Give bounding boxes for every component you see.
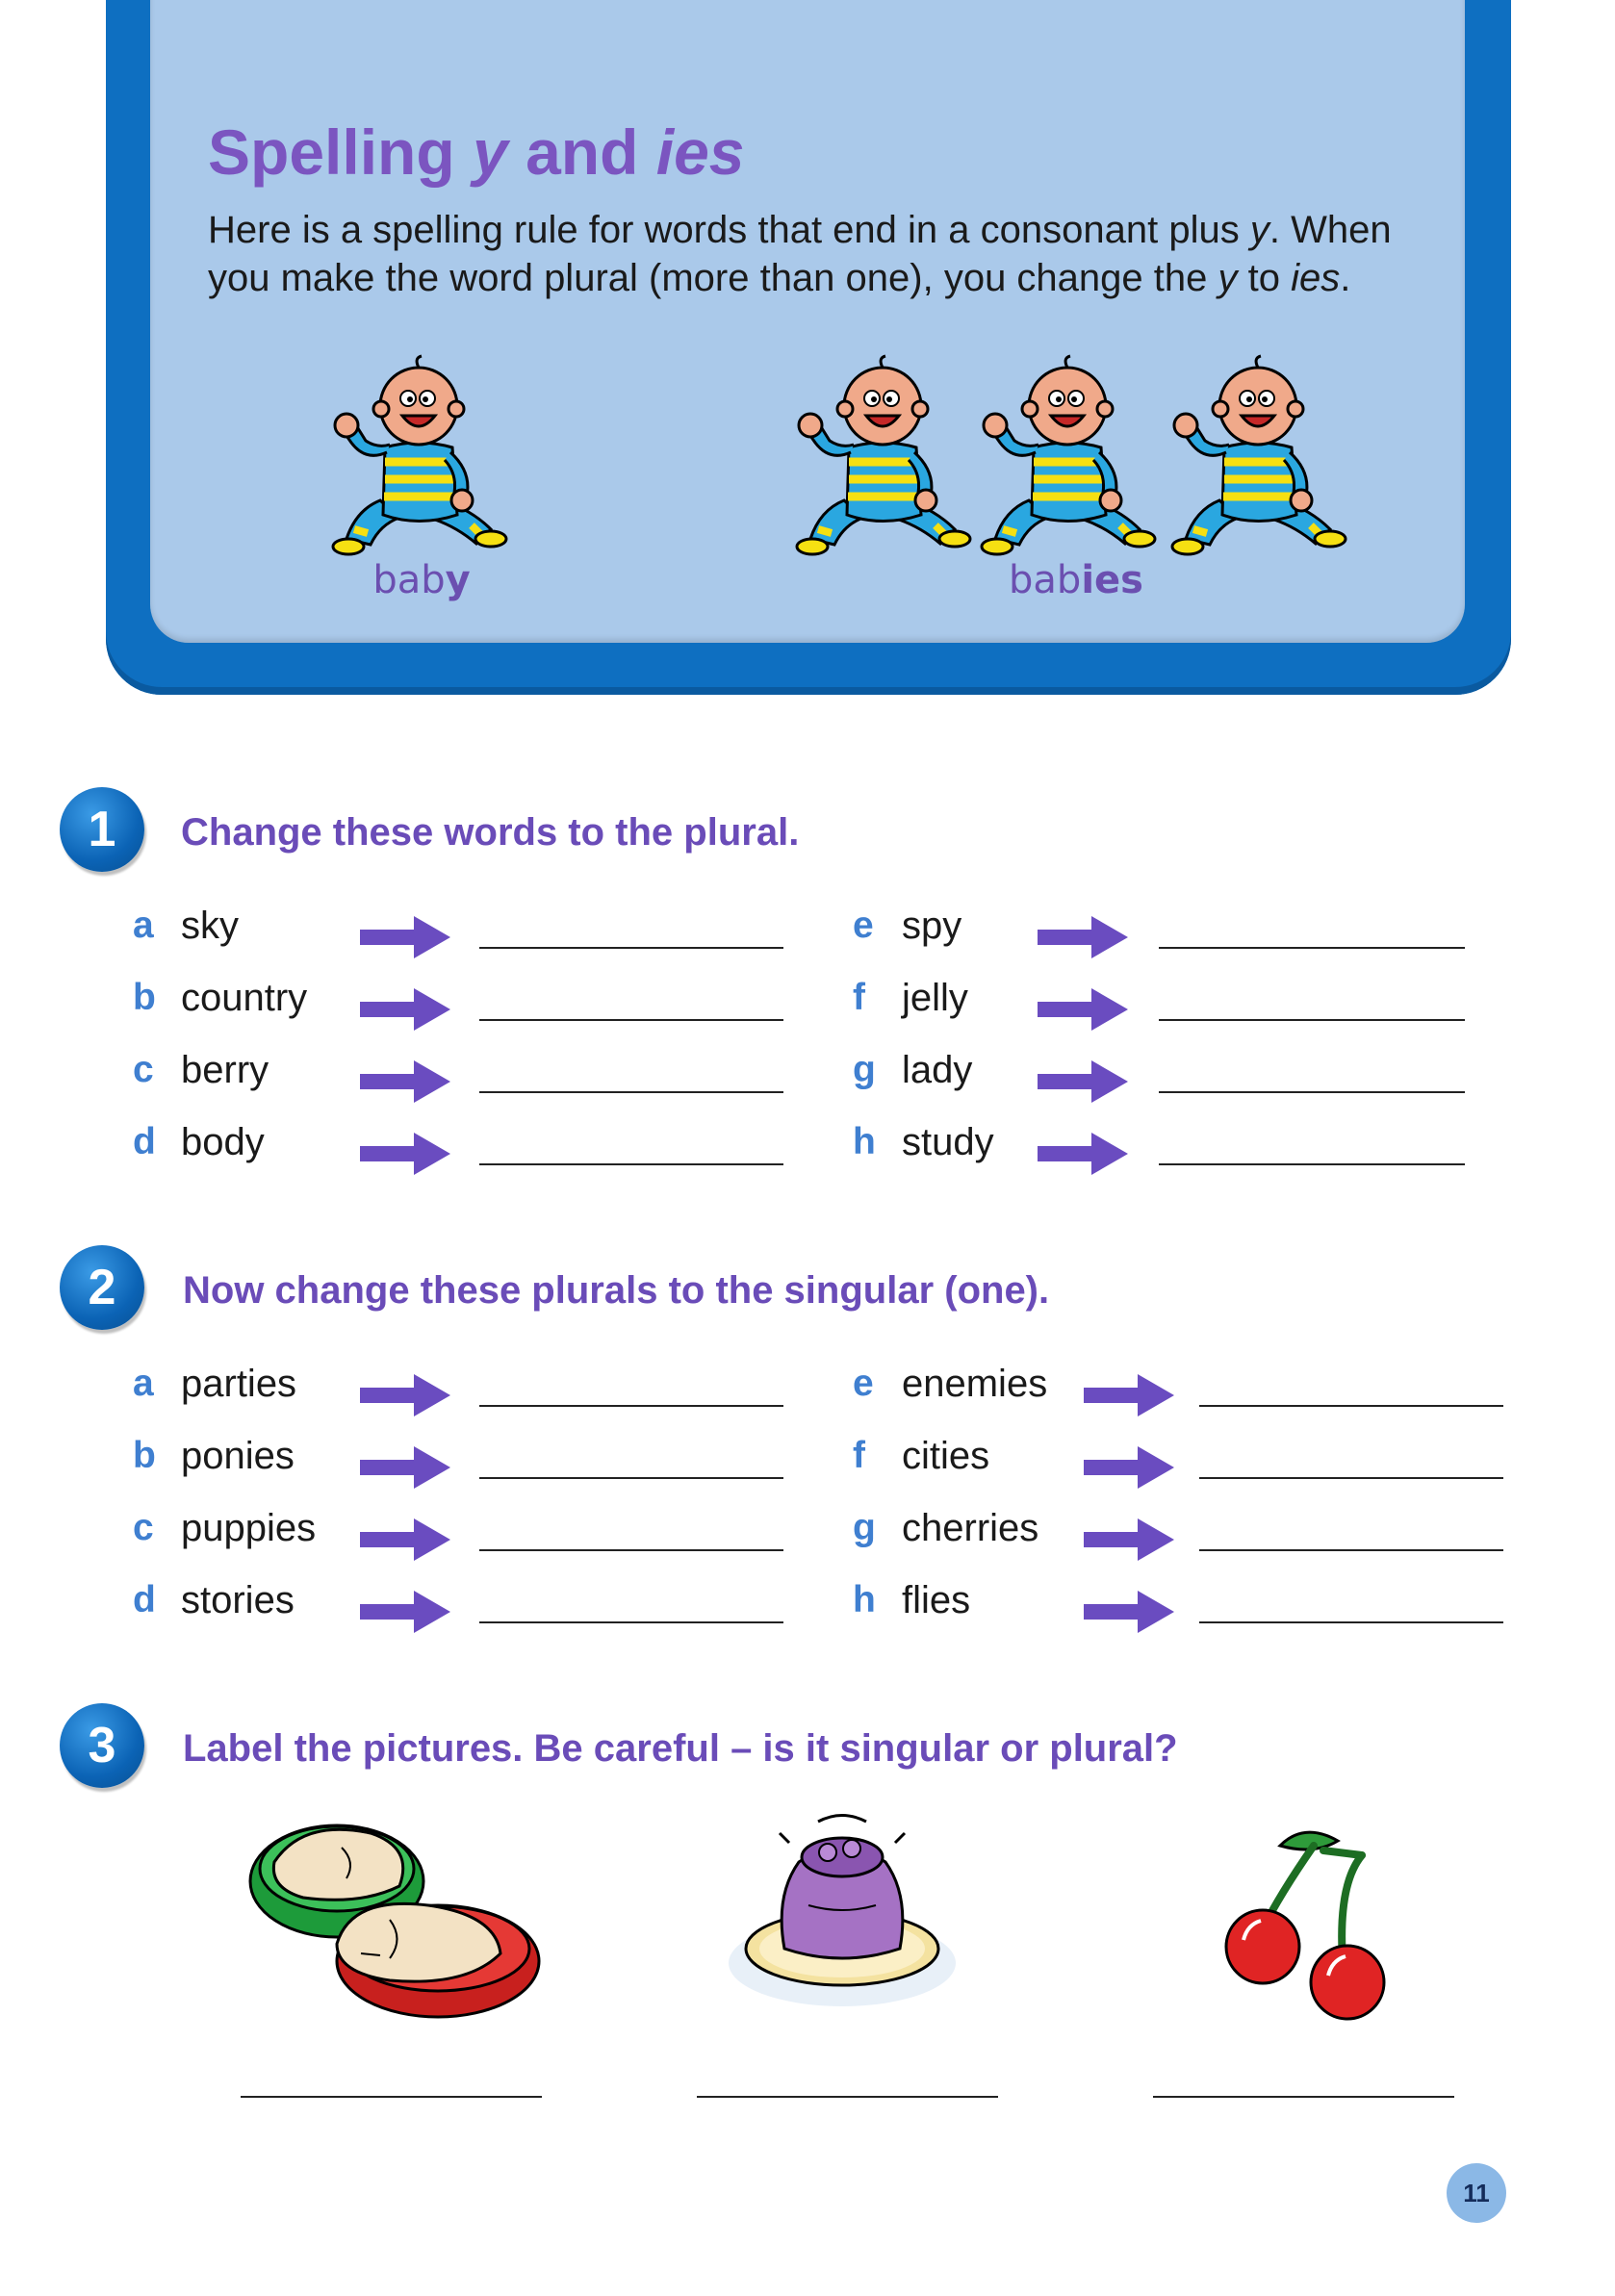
baby-illustration xyxy=(1166,351,1349,563)
arrow-icon xyxy=(1038,916,1128,958)
item-letter: c xyxy=(133,1049,154,1090)
caption-babies: babies xyxy=(1009,558,1143,602)
item-word: cherries xyxy=(902,1507,1039,1549)
puppies-picture xyxy=(245,1809,544,2021)
answer-line[interactable] xyxy=(479,947,783,949)
exercise-3-number: 3 xyxy=(60,1703,144,1788)
item-word: puppies xyxy=(181,1507,317,1549)
item-word: enemies xyxy=(902,1363,1048,1405)
jelly-picture xyxy=(722,1804,962,2016)
item-letter: b xyxy=(133,977,156,1018)
caption-baby: baby xyxy=(372,558,471,602)
item-word: flies xyxy=(902,1579,971,1621)
item-letter: f xyxy=(853,1435,865,1476)
answer-line[interactable] xyxy=(479,1163,783,1165)
item-letter: c xyxy=(133,1507,154,1548)
item-word: stories xyxy=(181,1579,295,1621)
item-letter: a xyxy=(133,905,154,946)
item-word: lady xyxy=(902,1049,973,1091)
answer-line-puppies[interactable] xyxy=(241,2096,542,2098)
arrow-icon xyxy=(1084,1518,1174,1561)
exercise-1-instruction: Change these words to the plural. xyxy=(181,811,800,854)
item-word: sky xyxy=(181,905,239,947)
exercise-2-instruction: Now change these plurals to the singular (one). xyxy=(183,1269,1050,1312)
item-letter: b xyxy=(133,1435,156,1476)
item-letter: a xyxy=(133,1363,154,1404)
item-word: ponies xyxy=(181,1435,295,1477)
answer-line[interactable] xyxy=(1199,1405,1503,1407)
answer-line-cherries[interactable] xyxy=(1153,2096,1454,2098)
answer-line[interactable] xyxy=(479,1621,783,1623)
arrow-icon xyxy=(1084,1591,1174,1633)
answer-line[interactable] xyxy=(479,1477,783,1479)
item-word: study xyxy=(902,1121,994,1163)
answer-line[interactable] xyxy=(479,1549,783,1551)
arrow-icon xyxy=(360,1133,450,1175)
answer-line[interactable] xyxy=(479,1019,783,1021)
rule-description: Here is a spelling rule for words that end in a consonant plus y. When you make the word plural (more than one), you change the y to ies. xyxy=(208,209,1392,299)
arrow-icon xyxy=(360,1446,450,1489)
arrow-icon xyxy=(360,1060,450,1103)
item-letter: e xyxy=(853,905,874,946)
arrow-icon xyxy=(1084,1446,1174,1489)
answer-line-jelly[interactable] xyxy=(697,2096,998,2098)
answer-line[interactable] xyxy=(1159,1091,1465,1093)
item-word: berry xyxy=(181,1049,269,1091)
arrow-icon xyxy=(1038,1133,1128,1175)
item-word: body xyxy=(181,1121,265,1163)
answer-line[interactable] xyxy=(1159,1019,1465,1021)
item-letter: g xyxy=(853,1049,876,1090)
baby-illustration xyxy=(976,351,1159,563)
baby-illustration xyxy=(327,351,510,563)
item-letter: d xyxy=(133,1579,156,1620)
item-letter: e xyxy=(853,1363,874,1404)
item-word: cities xyxy=(902,1435,990,1477)
arrow-icon xyxy=(360,988,450,1031)
baby-illustration xyxy=(791,351,974,563)
item-letter: h xyxy=(853,1579,876,1620)
exercise-3-instruction: Label the pictures. Be careful – is it singular or plural? xyxy=(183,1727,1178,1770)
item-letter: g xyxy=(853,1507,876,1548)
item-word: spy xyxy=(902,905,962,947)
arrow-icon xyxy=(1038,988,1128,1031)
item-word: country xyxy=(181,977,308,1019)
item-word: jelly xyxy=(902,977,968,1019)
item-letter: d xyxy=(133,1121,156,1162)
item-letter: h xyxy=(853,1121,876,1162)
answer-line[interactable] xyxy=(1159,1163,1465,1165)
item-letter: f xyxy=(853,977,865,1018)
answer-line[interactable] xyxy=(1199,1549,1503,1551)
arrow-icon xyxy=(1084,1374,1174,1416)
arrow-icon xyxy=(360,1518,450,1561)
answer-line[interactable] xyxy=(1159,947,1465,949)
arrow-icon xyxy=(1038,1060,1128,1103)
exercise-1-number: 1 xyxy=(60,787,144,872)
cherries-picture xyxy=(1222,1817,1415,2028)
answer-line[interactable] xyxy=(479,1405,783,1407)
answer-line[interactable] xyxy=(479,1091,783,1093)
page-number: 11 xyxy=(1447,2163,1506,2223)
rule-title: Spelling y and ies xyxy=(208,116,745,188)
arrow-icon xyxy=(360,916,450,958)
arrow-icon xyxy=(360,1374,450,1416)
answer-line[interactable] xyxy=(1199,1477,1503,1479)
exercise-2-number: 2 xyxy=(60,1245,144,1330)
item-word: parties xyxy=(181,1363,297,1405)
arrow-icon xyxy=(360,1591,450,1633)
answer-line[interactable] xyxy=(1199,1621,1503,1623)
